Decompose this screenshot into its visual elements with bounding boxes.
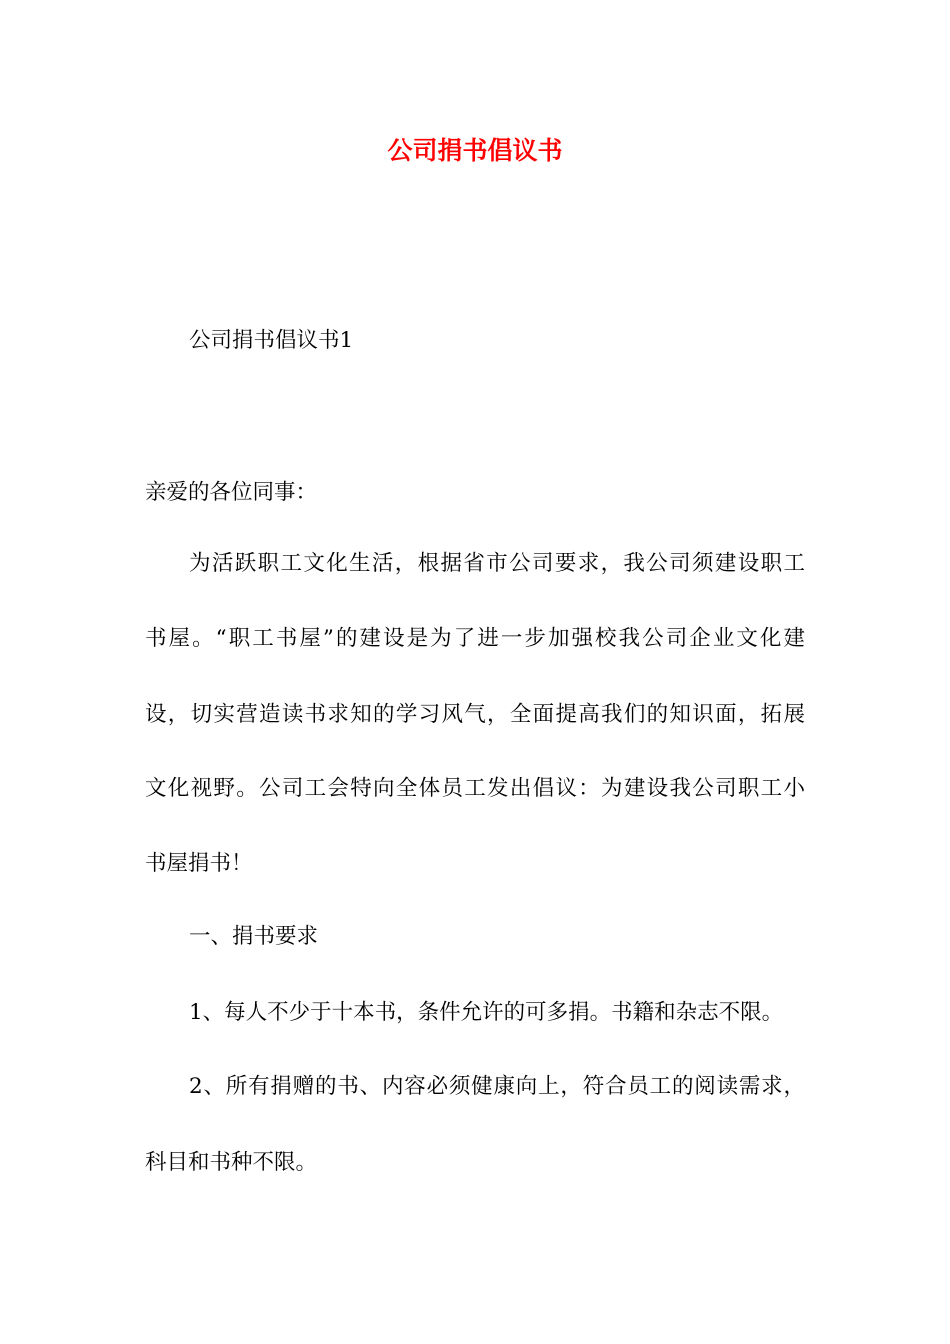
list-item: 1、每人不少于十本书，条件允许的可多捐。书籍和杂志不限。 xyxy=(189,1000,784,1025)
paragraph-line: 书屋。“职工书屋”的建设是为了进一步加强校我公司企业文化建 xyxy=(145,626,805,651)
list-item-line: 科目和书种不限。 xyxy=(145,1150,318,1175)
paragraph-line: 设，切实营造读书求知的学习风气，全面提高我们的知识面，拓展 xyxy=(145,702,805,727)
document-subtitle: 公司捐书倡议书1 xyxy=(189,328,354,353)
document-title: 公司捐书倡议书 xyxy=(387,136,563,165)
paragraph-line: 文化视野。公司工会特向全体员工发出倡议：为建设我公司职工小 xyxy=(145,776,805,801)
paragraph-line: 书屋捐书！ xyxy=(145,851,253,876)
list-item-line: 2、所有捐赠的书、内容必须健康向上，符合员工的阅读需求， xyxy=(189,1074,805,1099)
salutation: 亲爱的各位同事： xyxy=(145,480,318,505)
section-heading: 一、捐书要求 xyxy=(189,924,319,949)
paragraph-line: 为活跃职工文化生活，根据省市公司要求，我公司须建设职工 xyxy=(189,551,805,576)
